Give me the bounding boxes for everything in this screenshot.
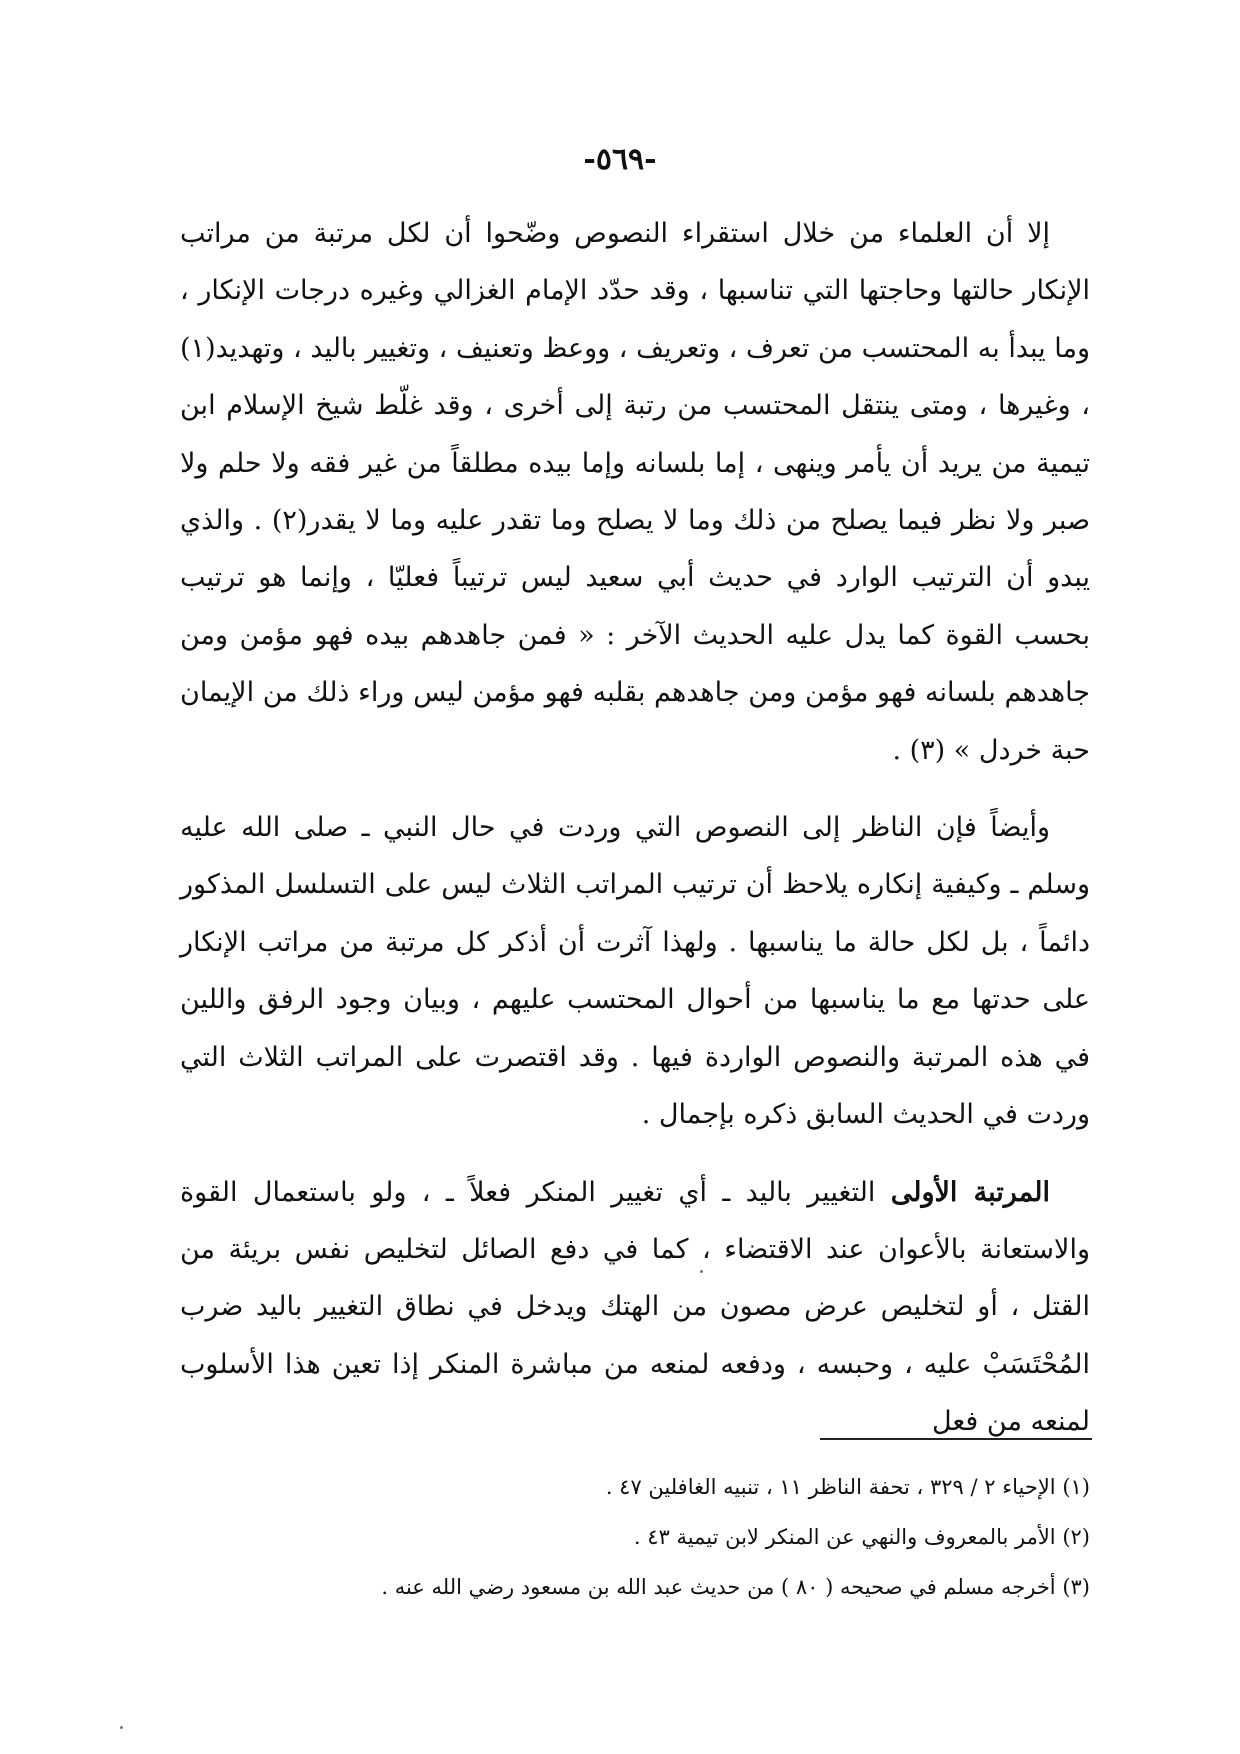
section-text: التغيير باليد ـ أي تغيير المنكر فعلاً ـ ، ولو باستعمال القوة والاستعانة بالأعوان عند الاقتضاء ، كما في دفع الصائل لتخليص نفس بريئة من القتل ، أو لتخليص عرض مصون من الهتك ويدخل في نطاق التغيير باليد ضرب المُحْتَسَبْ عليه ، وحبسه ، ودفعه لمنعه من مباشرة المنكر إذا تعين هذا الأسلوب لمنعه من فعل	[180, 1176, 1090, 1438]
footnote-2: (٢) الأمر بالمعروف والنهي عن المنكر لابن تيمية ٤٣ .	[633, 1525, 1090, 1549]
paragraph-2: وأيضاً فإن الناظر إلى النصوص التي وردت في حال النبي ـ صلى الله عليه وسلم ـ وكيفية إنكاره يلاحظ أن ترتيب المراتب الثلاث ليس على التسلسل المذكور دائماً ، بل لكل حالة ما يناسبها . ولهذا آثرت أن أذكر كل مرتبة من مراتب الإنكار على حدتها مع ما يناسبها من أحوال المحتسب عليهم ، وبيان وجود الرفق واللين في هذه المرتبة والنصوص الواردة فيها . وقد اقتصرت على المراتب الثلاث التي وردت في الحديث السابق ذكره بإجمال .	[180, 812, 1090, 1131]
paragraph-3	[180, 1164, 1090, 1451]
footnote-3: (٣) أخرجه مسلم في صحيحه ( ٨٠ ) من حديث عبد الله بن مسعود رضي الله عنه .	[381, 1575, 1090, 1599]
main-text	[180, 205, 1090, 1451]
footnote-divider	[820, 1438, 1092, 1440]
paragraph-spacer	[180, 1144, 1090, 1164]
section-lead: المرتبة الأولى	[890, 1176, 1050, 1208]
footnote-1: (١) الإحياء ٢ / ٣٢٩ ، تحفة الناظر ١١ ، تنبيه الغافلين ٤٧ .	[605, 1475, 1090, 1499]
scan-speck	[120, 1726, 123, 1729]
page-number: -٥٦٩-	[583, 142, 657, 177]
paragraph-1: إلا أن العلماء من خلال استقراء النصوص وضّحوا أن لكل مرتبة من مراتب الإنكار حالتها وحاجتها التي تناسبها ، وقد حدّد الإمام الغزالي وغيره درجات الإنكار ، وما يبدأ به المحتسب من تعرف ، وتعريف ، ووعظ وتعنيف ، وتغيير باليد ، وتهديد(١) ، وغيرها ، ومتى ينتقل المحتسب من رتبة إلى أخرى ، وقد غلّط شيخ الإسلام ابن تيمية من يريد أن يأمر وينهى ، إما بلسانه وإما بيده مطلقاً من غير فقه ولا حلم ولا صبر ولا نظر فيما يصلح من ذلك وما لا يصلح وما تقدر عليه وما لا يقدر(٢) . والذي يبدو أن الترتيب الوارد في حديث أبي سعيد ليس ترتيباً فعليّا ، وإنما هو ترتيب بحسب القوة كما يدل عليه الحديث الآخر : « فمن جاهدهم بيده فهو مؤمن ومن جاهدهم بلسانه فهو مؤمن ومن جاهدهم بقلبه فهو مؤمن ليس وراء ذلك من الإيمان حبة خردل » (٣) .	[180, 218, 1090, 766]
paragraph-spacer	[180, 779, 1090, 799]
footnotes	[180, 1462, 1090, 1612]
scan-speck	[700, 1270, 703, 1273]
